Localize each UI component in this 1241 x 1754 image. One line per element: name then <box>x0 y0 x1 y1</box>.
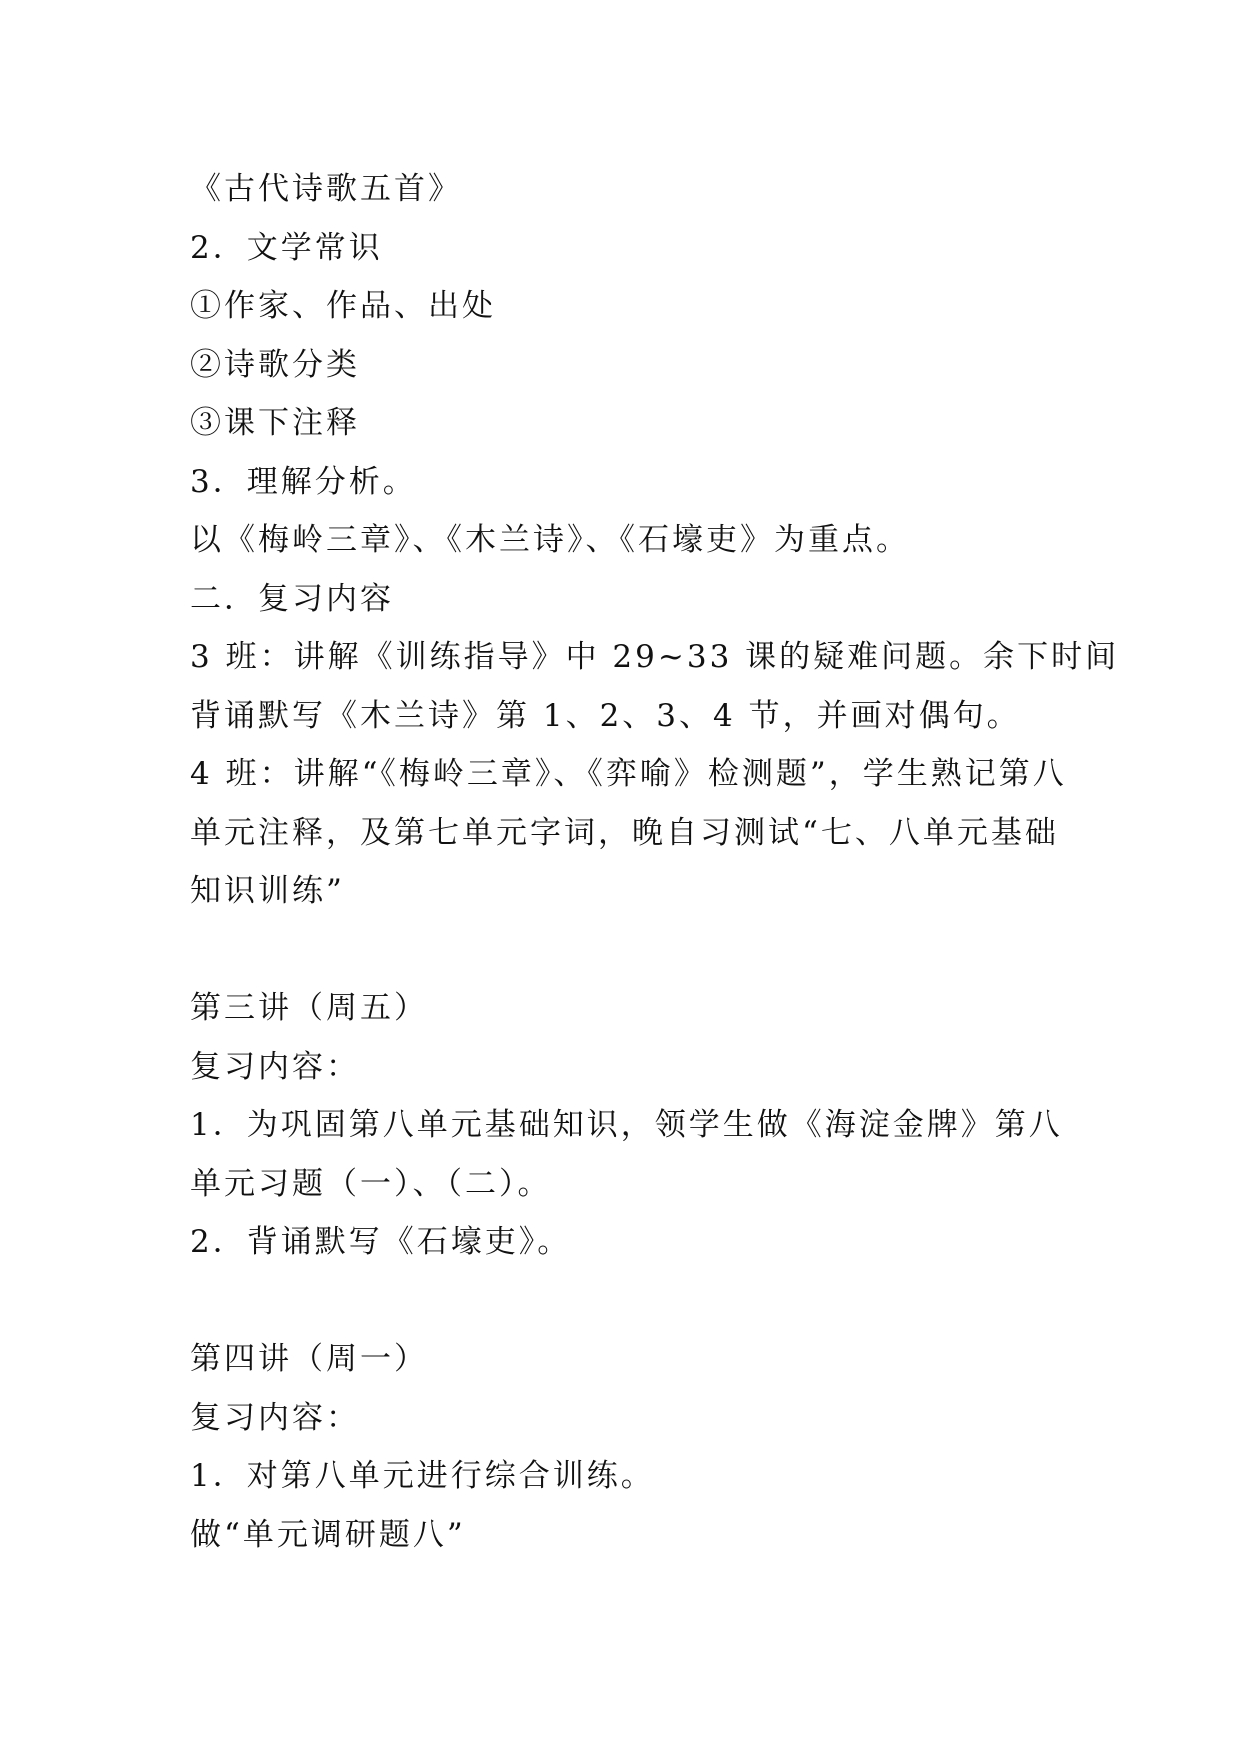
section-item-comprehension: 3．理解分析。 <box>190 463 417 500</box>
sub-item-poetry-classification: ②诗歌分类 <box>190 346 360 383</box>
focus-text: 以《梅岭三章》、《木兰诗》、《石壕吏》为重点。 <box>190 522 910 558</box>
class-3-plan-line-2: 背诵默写《木兰诗》第 1、2、3、4 节，并画对偶句。 <box>190 697 1021 734</box>
paragraph-spacer <box>190 921 1060 980</box>
lecture-4-task: 做“单元调研题八” <box>190 1516 466 1553</box>
document-body <box>190 160 1120 1564</box>
class-4-plan-line-2: 单元注释，及第七单元字词，晚自习测试“七、八单元基础 <box>190 814 1059 851</box>
lecture-3-heading: 第三讲（周五） <box>190 990 428 1026</box>
lecture-3-item-1-line-2: 单元习题（一）、（二）。 <box>190 1165 552 1202</box>
class-4-plan-line-1: 4 班：讲解“《梅岭三章》、《弈喻》检测题”，学生熟记第八 <box>190 756 1067 792</box>
poem-collection-title: 《古代诗歌五首》 <box>190 171 462 207</box>
sub-item-author-works: ①作家、作品、出处 <box>190 288 496 324</box>
lecture-4-item-1: 1．对第八单元进行综合训练。 <box>190 1458 655 1494</box>
section-heading-review-content: 二．复习内容 <box>190 580 394 617</box>
class-4-plan-line-3: 知识训练” <box>190 873 345 909</box>
sub-item-annotations: ③课下注释 <box>190 405 360 441</box>
lecture-3-review-label: 复习内容： <box>190 1048 360 1085</box>
paragraph-spacer <box>190 1272 1060 1331</box>
section-item-literary-knowledge: 2．文学常识 <box>190 229 383 266</box>
lecture-4-heading: 第四讲（周一） <box>190 1341 428 1377</box>
lecture-3-item-2: 2．背诵默写《石壕吏》。 <box>190 1224 572 1260</box>
lecture-4-review-label: 复习内容： <box>190 1399 360 1436</box>
class-3-plan-line-1: 3 班：讲解《训练指导》中 29~33 课的疑难问题。余下时间 <box>190 639 1120 675</box>
lecture-3-item-1-line-1: 1．为巩固第八单元基础知识，领学生做《海淀金牌》第八 <box>190 1107 1063 1143</box>
